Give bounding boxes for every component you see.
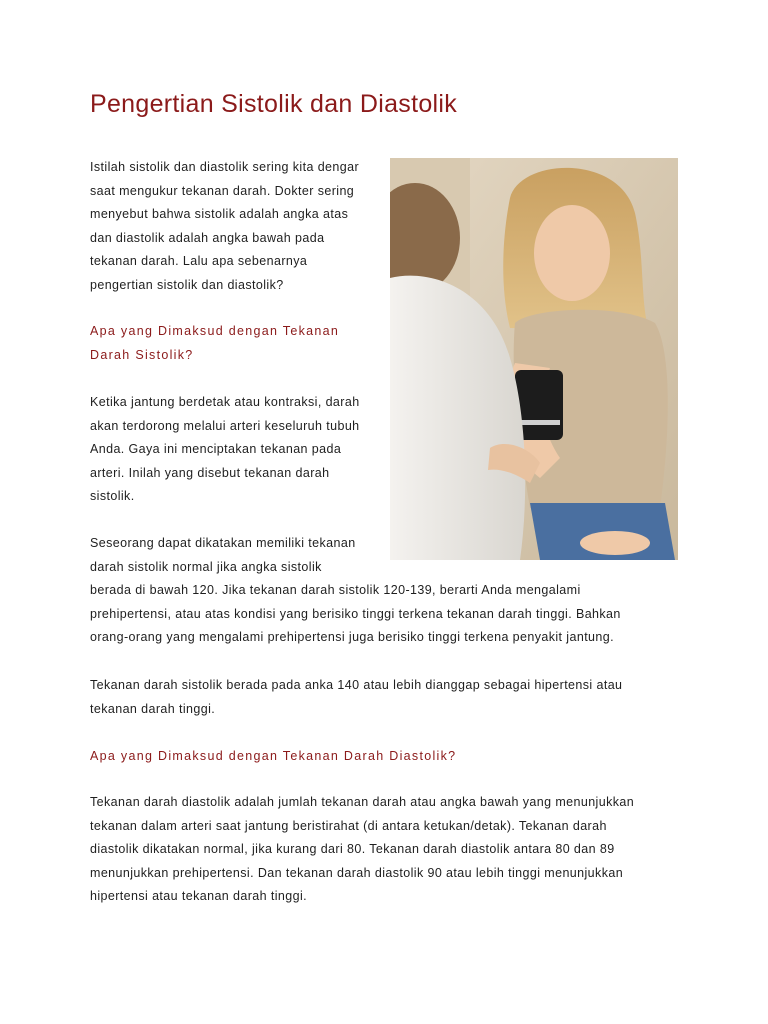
paragraph-line: Ketika jantung berdetak atau kontraksi, darah (90, 395, 360, 409)
intro-line: dan diastolik adalah angka bawah pada (90, 230, 325, 245)
diastolic-heading: Apa yang Dimaksud dengan Tekanan Darah Diastolik? (90, 749, 457, 763)
systolic-heading-line: Darah Sistolik? (90, 347, 194, 362)
diastolic-paragraph (90, 791, 690, 909)
systolic-heading (90, 320, 339, 367)
paragraph-line: prehipertensi, atau atas kondisi yang berisiko tinggi terkena tekanan darah tinggi. Bahkan (90, 606, 621, 621)
paragraph-line: darah sistolik normal jika angka sistolik (90, 559, 322, 574)
paragraph-line: tekanan dalam arteri saat jantung beristirahat (di antara ketukan/detak). Tekanan darah (90, 818, 607, 833)
systolic-paragraph-2 (90, 532, 690, 650)
systolic-heading-line: Apa yang Dimaksud dengan Tekanan (90, 324, 340, 338)
page-title: Pengertian Sistolik dan Diastolik (90, 90, 458, 118)
paragraph-line: Tekanan darah diastolik adalah jumlah tekanan darah atau angka bawah yang menunjukkan (90, 795, 635, 809)
intro-paragraph (90, 156, 385, 297)
intro-line: saat mengukur tekanan darah. Dokter sering (90, 183, 355, 198)
blood-pressure-photo (390, 158, 678, 560)
paragraph-line: Anda. Gaya ini menciptakan tekanan pada (90, 442, 342, 456)
paragraph-line: diastolik dikatakan normal, jika kurang dari 80. Tekanan darah diastolik antara 80 dan 89 (90, 842, 615, 856)
paragraph-line: menunjukkan prehipertensi. Dan tekanan darah diastolik 90 atau lebih tinggi menunjukkan (90, 865, 624, 880)
intro-line: tekanan darah. Lalu apa sebenarnya (90, 254, 308, 268)
paragraph-line: Seseorang dapat dikatakan memiliki tekanan (90, 536, 356, 550)
paragraph-line: sistolik. (90, 489, 135, 503)
paragraph-line: akan terdorong melalui arteri keseluruh tubuh (90, 418, 360, 433)
systolic-paragraph-1 (90, 391, 385, 509)
photo-illustration (390, 158, 678, 560)
systolic-paragraph-3 (90, 674, 690, 721)
paragraph-line: Tekanan darah sistolik berada pada anka 140 atau lebih dianggap sebagai hipertensi atau (90, 678, 623, 692)
intro-line: menyebut bahwa sistolik adalah angka atas (90, 207, 349, 221)
paragraph-line: berada di bawah 120. Jika tekanan darah sistolik 120-139, berarti Anda mengalami (90, 583, 581, 597)
paragraph-line: arteri. Inilah yang disebut tekanan darah (90, 465, 330, 480)
intro-line: pengertian sistolik dan diastolik? (90, 277, 284, 292)
paragraph-line: tekanan darah tinggi. (90, 701, 216, 716)
intro-line: Istilah sistolik dan diastolik sering kita dengar (90, 160, 360, 174)
paragraph-line: orang-orang yang mengalami prehipertensi juga berisiko tinggi terkena penyakit jantung. (90, 630, 614, 644)
paragraph-line: hipertensi atau tekanan darah tinggi. (90, 889, 308, 903)
